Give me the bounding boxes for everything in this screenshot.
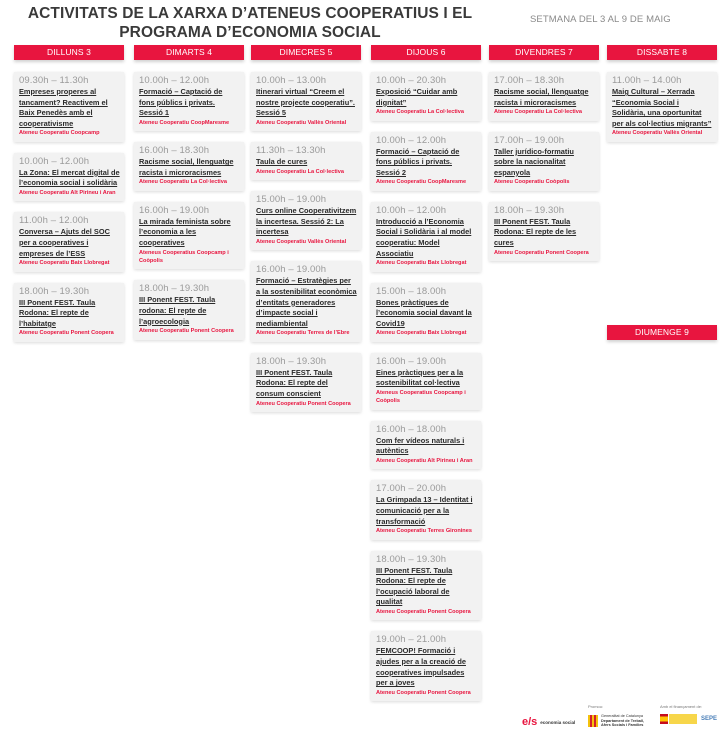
event-title-link[interactable]: Taller jurídico-formatiu sobre la nacionalitat espanyola [494, 146, 574, 177]
funding-label: Amb el finançament de: [660, 704, 703, 709]
event-time: 16.00h – 19.00h [256, 264, 327, 276]
event-organizer: Ateneu Cooperatiu La Col·lectiva [376, 109, 464, 116]
event-card[interactable] [489, 132, 599, 191]
event-title-link[interactable]: Itinerari virtual “Creem el nostre projecte cooperatiu”. Sessió 5 [256, 87, 355, 118]
event-card[interactable] [371, 283, 481, 342]
event-card[interactable] [14, 212, 124, 271]
event-organizer: Ateneu Cooperatiu Ponent Coopera [376, 608, 471, 615]
event-title-link[interactable]: Racisme social, llenguatge racista i microracismes [494, 87, 589, 107]
event-time: 16.00h – 19.00h [376, 355, 447, 367]
event-card[interactable] [251, 191, 361, 250]
event-title-link[interactable]: Maig Cultural – Xerrada “Economia Social i Solidària, una oportunitat per als col·lectius migrants” [612, 87, 712, 128]
event-title-link[interactable]: Racisme social, llenguatge racista i microracismes [139, 157, 234, 177]
generalitat-line2: Departament de Treball, [601, 718, 645, 723]
day-header: DIMECRES 5 [251, 45, 361, 60]
event-card[interactable] [251, 72, 361, 131]
event-time: 10.00h – 20.30h [376, 75, 447, 86]
event-time: 18.00h – 19.30h [376, 553, 447, 565]
event-organizer: Ateneu Cooperatiu Coòpolis [494, 179, 570, 186]
event-organizer: Ateneu Cooperatiu Terres Gironines [376, 528, 472, 535]
event-time: 18.00h – 19.30h [139, 283, 210, 295]
day-header: DIJOUS 6 [371, 45, 481, 60]
event-organizer: Ateneu Cooperatiu La Col·lectiva [139, 179, 227, 186]
event-title-link[interactable]: III Ponent FEST. Taula rodona: El repte de l’agroecologia [139, 295, 216, 326]
event-time: 15.00h – 19.00h [256, 194, 327, 206]
senyera-icon [588, 715, 598, 727]
day-column [371, 45, 481, 712]
day-header: DIMARTS 4 [134, 45, 244, 60]
event-time: 16.00h – 18.00h [376, 423, 447, 435]
day-column [134, 45, 244, 351]
event-title-link[interactable]: Exposició “Cuidar amb dignitat” [376, 87, 458, 107]
day-column [14, 45, 124, 353]
event-time: 10.00h – 13.00h [256, 75, 327, 86]
event-organizer: Ateneu Cooperatiu Baix Llobregat [376, 260, 467, 267]
event-card[interactable] [134, 202, 244, 270]
event-organizer: Ateneu Cooperatiu Baix Llobregat [19, 260, 110, 267]
event-time: 10.00h – 12.00h [376, 134, 447, 146]
economia-social-icon: e/s [522, 716, 538, 728]
event-organizer: Ateneu Cooperatiu CoopMaresme [376, 179, 467, 186]
sponsors-footer [516, 700, 720, 740]
generalitat-logo [588, 714, 644, 728]
event-title-link[interactable]: Curs online Cooperativitzem la incertesa. Sessió 2: La incertesa [256, 206, 357, 237]
event-organizer: Ateneu Cooperatiu CoopMaresme [139, 119, 230, 126]
event-card[interactable] [14, 72, 124, 142]
event-card[interactable] [251, 261, 361, 341]
event-time: 11.30h – 13.30h [256, 145, 326, 157]
event-organizer: Ateneu Cooperatiu Ponent Coopera [139, 328, 234, 335]
event-title-link[interactable]: III Ponent FEST. Taula Rodona: El repte de l’habitatge [19, 297, 96, 328]
event-organizer: Ateneu Cooperatiu Ponent Coopera [256, 400, 351, 407]
event-title-link[interactable]: III Ponent FEST. Taula Rodona: El repte del consum conscient [256, 367, 333, 398]
event-title-link[interactable]: Formació – Estratègies per a la sostenibilitat econòmica d’entitats generadores d’impacte social i mediambiental [256, 276, 357, 328]
event-time: 18.00h – 19.30h [256, 355, 327, 367]
event-title-link[interactable]: Bones pràctiques de l’economia social davant la Covid19 [376, 297, 472, 328]
ministry-sepe-logo [660, 714, 717, 724]
day-column [607, 45, 717, 153]
event-title-link[interactable]: Introducció a l’Economia Social i Solidària i al model cooperatiu: Model Associatiu [376, 216, 472, 258]
event-time: 17.00h – 18.30h [494, 75, 565, 86]
event-time: 19.00h – 21.00h [376, 634, 447, 646]
event-title-link[interactable]: La Zona: El mercat digital de l’economia social i solidària [19, 167, 120, 188]
event-card[interactable] [371, 202, 481, 272]
event-time: 18.00h – 19.30h [19, 285, 90, 297]
event-time: 15.00h – 18.00h [376, 285, 447, 297]
week-range: SETMANA DEL 3 AL 9 DE MAIG [530, 14, 671, 25]
event-card[interactable] [251, 142, 361, 180]
event-card[interactable] [134, 142, 244, 191]
sepe-logo-text: SEPE [701, 716, 718, 722]
event-card[interactable] [371, 132, 481, 191]
event-time: 16.00h – 18.30h [139, 145, 210, 157]
event-card[interactable] [251, 353, 361, 412]
economia-social-text: economia social [540, 720, 576, 725]
day-column-sunday [607, 325, 717, 352]
event-card[interactable] [371, 631, 481, 701]
event-time: 17.00h – 20.00h [376, 483, 447, 495]
event-time: 09.30h – 11.30h [19, 75, 89, 86]
event-title-link[interactable]: Com fer vídeos naturals i autèntics [376, 435, 465, 456]
event-card[interactable] [134, 280, 244, 339]
event-title-link[interactable]: Eines pràctiques per a la sostenibilitat col·lectiva [376, 367, 464, 388]
event-title-link[interactable]: Empreses properes al tancament? Reactivem el Baix Penedès amb el cooperativisme [19, 87, 108, 128]
generalitat-line1: Generalitat de Catalunya [601, 714, 644, 718]
event-organizer: Ateneu Cooperatiu Baix Llobregat [376, 330, 467, 337]
event-title-link[interactable]: III Ponent FEST. Taula Rodona: El repte de l’ocupació laboral de qualitat [376, 565, 453, 607]
event-organizer: Ateneu Cooperatiu Alt Pirineu i Aran [376, 457, 473, 464]
day-header: DISSABTE 8 [607, 45, 717, 60]
event-title-link[interactable]: Formació – Captació de fons públics i privats. Sessió 2 [376, 146, 460, 177]
generalitat-line3: Afers Socials i Famílies [601, 723, 644, 727]
spain-shield-icon [660, 714, 668, 724]
event-card[interactable] [14, 283, 124, 342]
event-organizer: Ateneus Cooperatius Coopcamp i Coòpolis [376, 389, 466, 405]
event-card[interactable] [371, 421, 481, 470]
event-time: 10.00h – 12.00h [19, 155, 90, 167]
event-card[interactable] [607, 72, 717, 142]
event-card[interactable] [371, 480, 481, 539]
event-title-link[interactable]: FEMCOOP! Formació i ajudes per a la creació de cooperatives impulsades per a joves [376, 646, 466, 688]
event-time: 17.00h – 19.00h [494, 134, 565, 146]
day-header: DIVENDRES 7 [489, 45, 599, 60]
event-title-link[interactable]: Formació – Captació de fons públics i privats. Sessió 1 [139, 87, 223, 118]
event-title-link[interactable]: Conversa – Ajuts del SOC per a cooperatives i empreses de l’ESS [19, 227, 110, 258]
ministry-logo [669, 714, 697, 724]
event-organizer: Ateneu Cooperatiu Ponent Coopera [494, 249, 589, 256]
event-title-link[interactable]: La mirada feminista sobre l’economia a les cooperatives [139, 216, 231, 247]
event-organizer: Ateneu Cooperatiu Vallès Oriental [612, 130, 703, 137]
event-card[interactable] [371, 72, 481, 121]
promou-label: Promou: [588, 704, 604, 709]
event-organizer: Ateneu Cooperatiu Ponent Coopera [19, 330, 114, 337]
event-organizer: Ateneu Cooperatiu Vallès Oriental [256, 119, 347, 126]
event-organizer: Ateneu Cooperatiu La Col·lectiva [494, 109, 582, 116]
event-organizer: Ateneu Cooperatiu Alt Pirineu i Aran [19, 189, 116, 196]
event-card[interactable] [134, 72, 244, 131]
event-time: 11.00h – 12.00h [19, 215, 89, 227]
event-title-link[interactable]: Taula de cures [256, 157, 308, 167]
event-card[interactable] [371, 353, 481, 410]
event-time: 18.00h – 19.30h [494, 204, 565, 216]
event-organizer: Ateneu Cooperatiu Terres de l’Ebre [256, 330, 350, 337]
day-column [251, 45, 361, 423]
event-card[interactable] [489, 72, 599, 121]
event-organizer: Ateneu Cooperatiu Vallès Oriental [256, 238, 347, 245]
page-title: ACTIVITATS DE LA XARXA D’ATENEUS COOPERATIUS I EL PROGRAMA D’ECONOMIA SOCIAL [27, 5, 473, 41]
event-card[interactable] [371, 551, 481, 621]
day-column [489, 45, 599, 272]
day-header: DILLUNS 3 [14, 45, 124, 60]
event-time: 16.00h – 19.00h [139, 204, 210, 216]
day-header-sunday: DIUMENGE 9 [607, 325, 717, 340]
event-title-link[interactable]: La Grimpada 13 – Identitat i comunicació per a la transformació [376, 495, 473, 526]
event-card[interactable] [14, 153, 124, 202]
event-organizer: Ateneus Cooperatius Coopcamp i Coòpolis [139, 249, 229, 264]
event-title-link[interactable]: III Ponent FEST. Taula Rodona: El repte de les cures [494, 216, 577, 247]
event-organizer: Ateneu Cooperatiu Coopcamp [19, 130, 100, 137]
economia-social-logo [522, 717, 575, 728]
event-card[interactable] [489, 202, 599, 261]
event-time: 10.00h – 12.00h [376, 204, 447, 216]
event-organizer: Ateneu Cooperatiu La Col·lectiva [256, 168, 344, 175]
event-time: 10.00h – 12.00h [139, 75, 210, 86]
event-time: 11.00h – 14.00h [612, 75, 682, 86]
event-organizer: Ateneu Cooperatiu Ponent Coopera [376, 689, 471, 696]
